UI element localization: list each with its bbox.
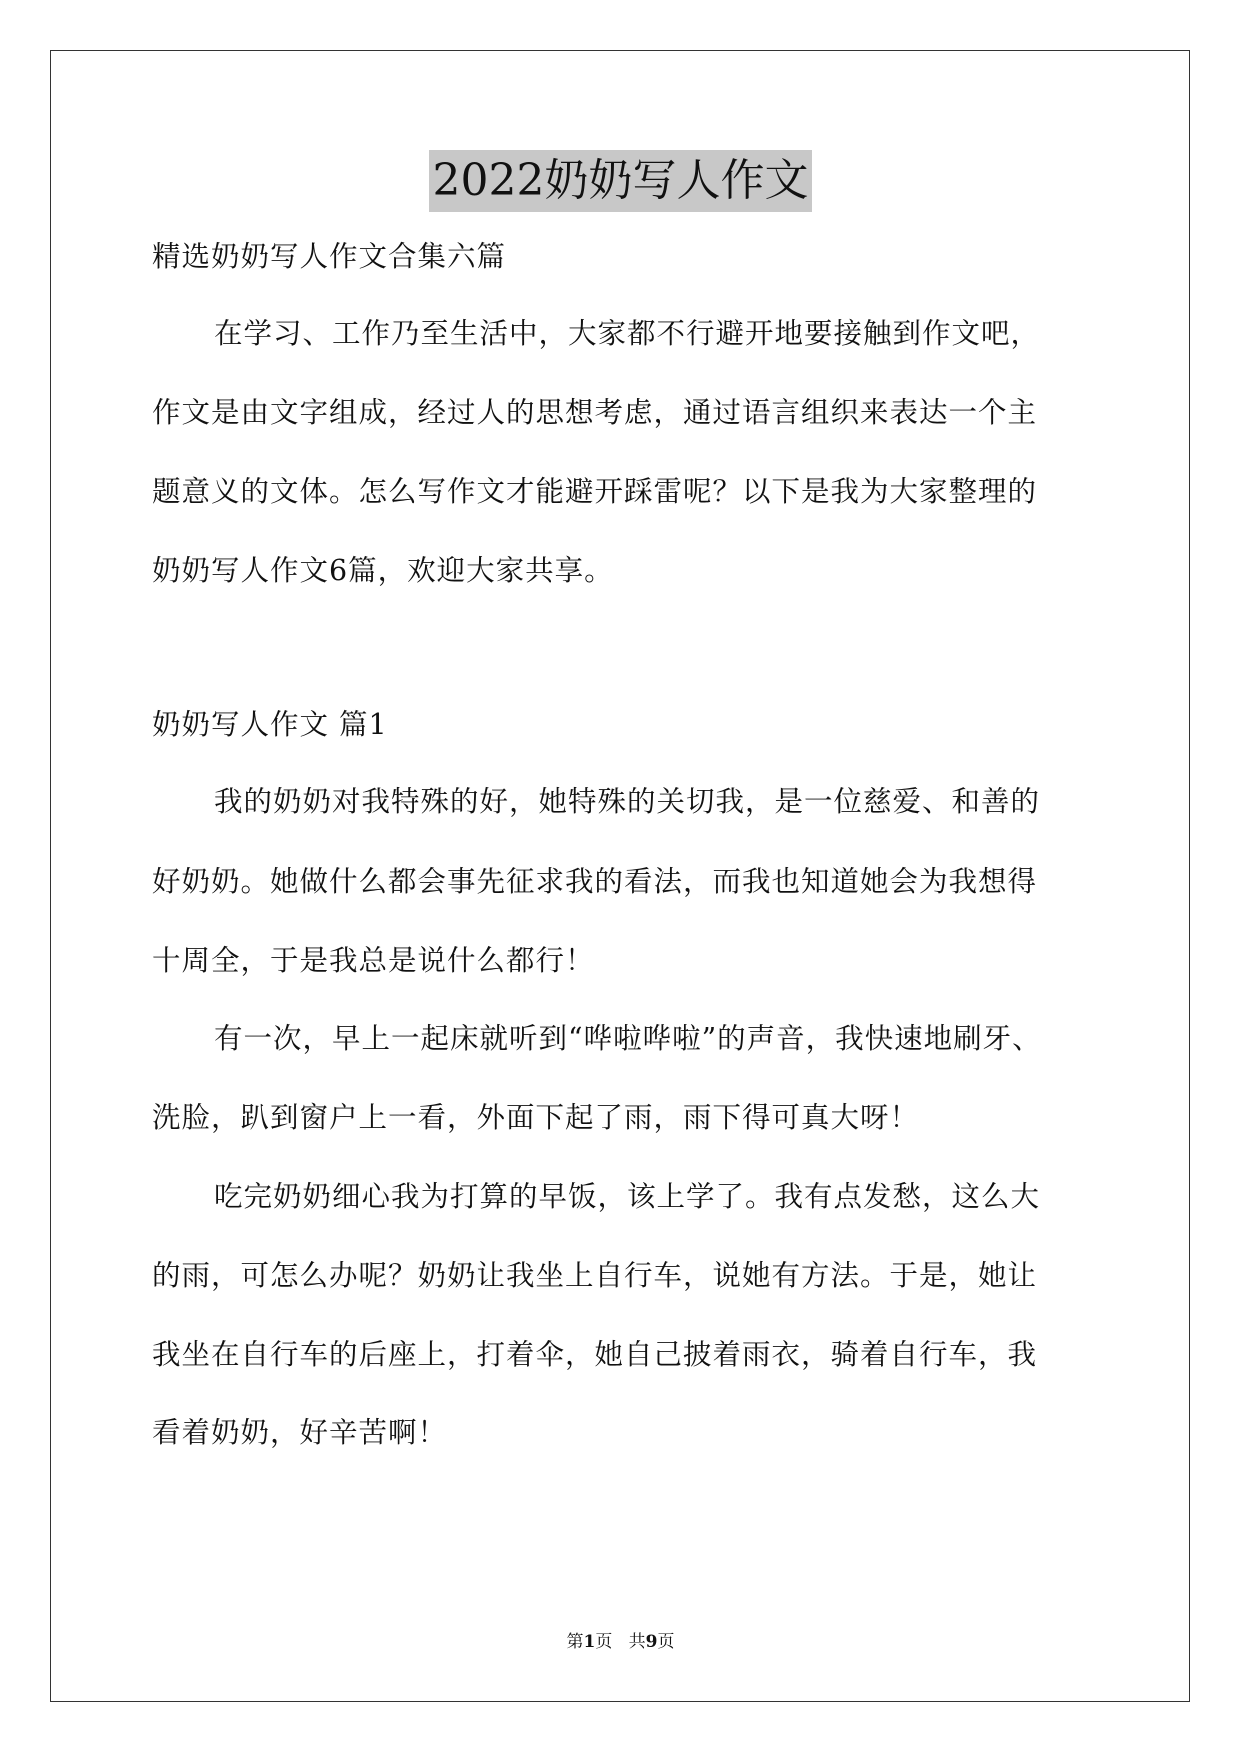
document-title: 2022奶奶写人作文 (429, 150, 813, 212)
footer-prefix: 第 (566, 1632, 584, 1652)
section-heading: 奶奶写人作文 篇1 (152, 708, 388, 741)
footer-current-page: 1 (583, 1632, 596, 1652)
title-container (0, 150, 1241, 212)
footer-suffix: 页 (657, 1632, 675, 1652)
paragraph-line: 奶奶写人作文6篇，欢迎大家共享。 (152, 554, 614, 587)
paragraph-line: 十周全，于是我总是说什么都行！ (152, 944, 595, 977)
paragraph-line: 有一次，早上一起床就听到“哗啦哗啦”的声音，我快速地刷牙、 (214, 1022, 1042, 1055)
subtitle-line: 精选奶奶写人作文合集六篇 (152, 240, 507, 273)
paragraph-line: 好奶奶。她做什么都会事先征求我的看法，而我也知道她会为我想得 (152, 865, 1038, 898)
footer-mid: 页 共 (595, 1632, 646, 1652)
paragraph-line: 我的奶奶对我特殊的好，她特殊的关切我，是一位慈爱、和善的 (214, 785, 1041, 818)
paragraph-line: 的雨，可怎么办呢？奶奶让我坐上自行车，说她有方法。于是，她让 (152, 1259, 1038, 1292)
paragraph-line: 题意义的文体。怎么写作文才能避开踩雷呢？以下是我为大家整理的 (152, 475, 1038, 508)
paragraph-line: 在学习、工作乃至生活中，大家都不行避开地要接触到作文吧， (214, 317, 1041, 350)
paragraph-line: 洗脸，趴到窗户上一看，外面下起了雨，雨下得可真大呀！ (152, 1101, 920, 1134)
paragraph-line: 作文是由文字组成，经过人的思想考虑，通过语言组织来表达一个主 (152, 396, 1038, 429)
footer-total-pages: 9 (645, 1632, 658, 1652)
page-footer (0, 1630, 1241, 1654)
paragraph-line: 我坐在自行车的后座上，打着伞，她自己披着雨衣，骑着自行车，我 (152, 1338, 1038, 1371)
paragraph-line: 看着奶奶，好辛苦啊！ (152, 1416, 448, 1449)
paragraph-line: 吃完奶奶细心我为打算的早饭，该上学了。我有点发愁，这么大 (214, 1180, 1041, 1213)
